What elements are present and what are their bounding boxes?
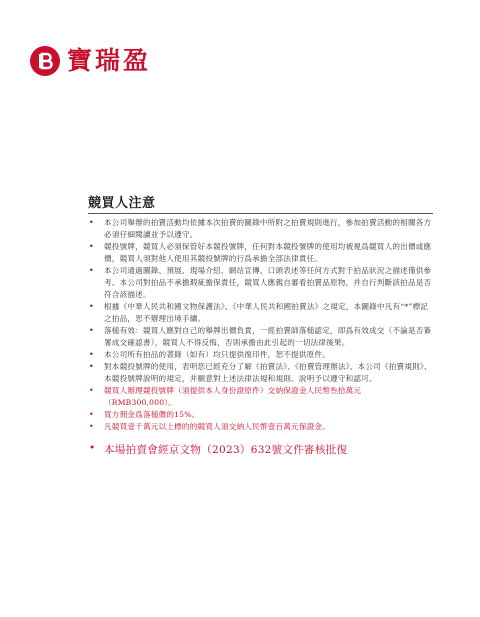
bullet-icon: • (89, 362, 94, 371)
notice-item-text: 根據《中華人民共和國文物保護法》、《中華人民共和國拍賣法》之規定，本圖錄中凡有“*”標記之拍品，恕不辦理出境手續。 (104, 302, 429, 323)
notice-item-text: 本公司所有拍品的著錄（如有）均只提供復印件，恕不提供原件。 (104, 350, 331, 359)
notice-item-text: 本公司舉辦的拍賣活動均依據本次拍賣的圖錄中所附之拍賣規則進行，參加拍賣活動的相關各方必須仔細閱讀並予以遵守。 (104, 218, 432, 239)
notice-item (88, 325, 433, 349)
brand-logo-icon (30, 46, 60, 76)
brand-name: 寶瑞盈 (67, 46, 152, 75)
approval-text: 本場拍賣會經京文物（2023）632號文件審核批復 (104, 444, 348, 456)
notice-item-highlight (88, 385, 433, 409)
notice-item-text: 競投號牌，競買人必須保管好本競投號牌，任何對本競投號牌的使用均被視爲競買人的出價或應價，競買人須對他人使用其競投號牌的行爲承擔全部法律責任。 (104, 242, 432, 263)
bidder-notice (88, 192, 433, 457)
notice-item-text: 本公司通過圖錄、預展、現場介紹、網站宣傳、口頭表述等任何方式對于拍品狀況之描述僅供參考。本公司對拍品不承擔瑕疵擔保責任，競買人應親自審看拍賣品原物，并自行判斷該拍品是否符合該描述。 (104, 266, 432, 299)
bullet-icon: • (89, 422, 94, 431)
bullet-icon: • (89, 350, 94, 359)
bullet-icon: • (89, 410, 94, 419)
approval-note (88, 442, 433, 457)
bullet-icon: • (89, 218, 94, 227)
brand-logo (30, 46, 151, 76)
bullet-icon: • (89, 386, 94, 395)
bullet-icon: • (89, 242, 94, 251)
notice-item-highlight (88, 421, 433, 433)
notice-list (88, 217, 433, 433)
notice-item-text: 競買人辦理競投號牌（須提供本人身份證原件）交納保證金人民幣叁拾萬元（RMB300,000）。 (104, 386, 362, 407)
bullet-icon: • (89, 326, 94, 335)
notice-item (88, 349, 433, 361)
notice-item-text: 凡競買壹千萬元以上標的的競買人須交納人民幣壹百萬元保證金。 (104, 422, 331, 431)
notice-item (88, 301, 433, 325)
notice-item-text: 落槌有效：競買人應對自己的舉牌出價負責，一經拍賣師落槌認定，即爲有效成交（不論是否簽署成交確認書），競買人不得反悔，否則承擔由此引起的一切法律後果。 (104, 326, 432, 347)
notice-item-highlight (88, 409, 433, 421)
title-divider (88, 213, 433, 214)
bullet-icon: • (89, 266, 94, 275)
bullet-icon: • (89, 302, 94, 311)
notice-item (88, 217, 433, 241)
notice-item-text: 對本競投號牌的使用，表明您已經充分了解《拍賣法》、《拍賣管理辦法》、本公司《拍賣規則》、本競投號牌說明的規定，并願意對上述法律法規和規則、說明予以遵守和認可。 (104, 362, 432, 383)
notice-item (88, 241, 433, 265)
notice-item (88, 265, 433, 301)
notice-item-text: 買方佣金爲落槌價的15%。 (104, 410, 200, 419)
bullet-icon: • (89, 442, 96, 454)
notice-title: 競買人注意 (88, 196, 156, 211)
notice-item (88, 361, 433, 385)
